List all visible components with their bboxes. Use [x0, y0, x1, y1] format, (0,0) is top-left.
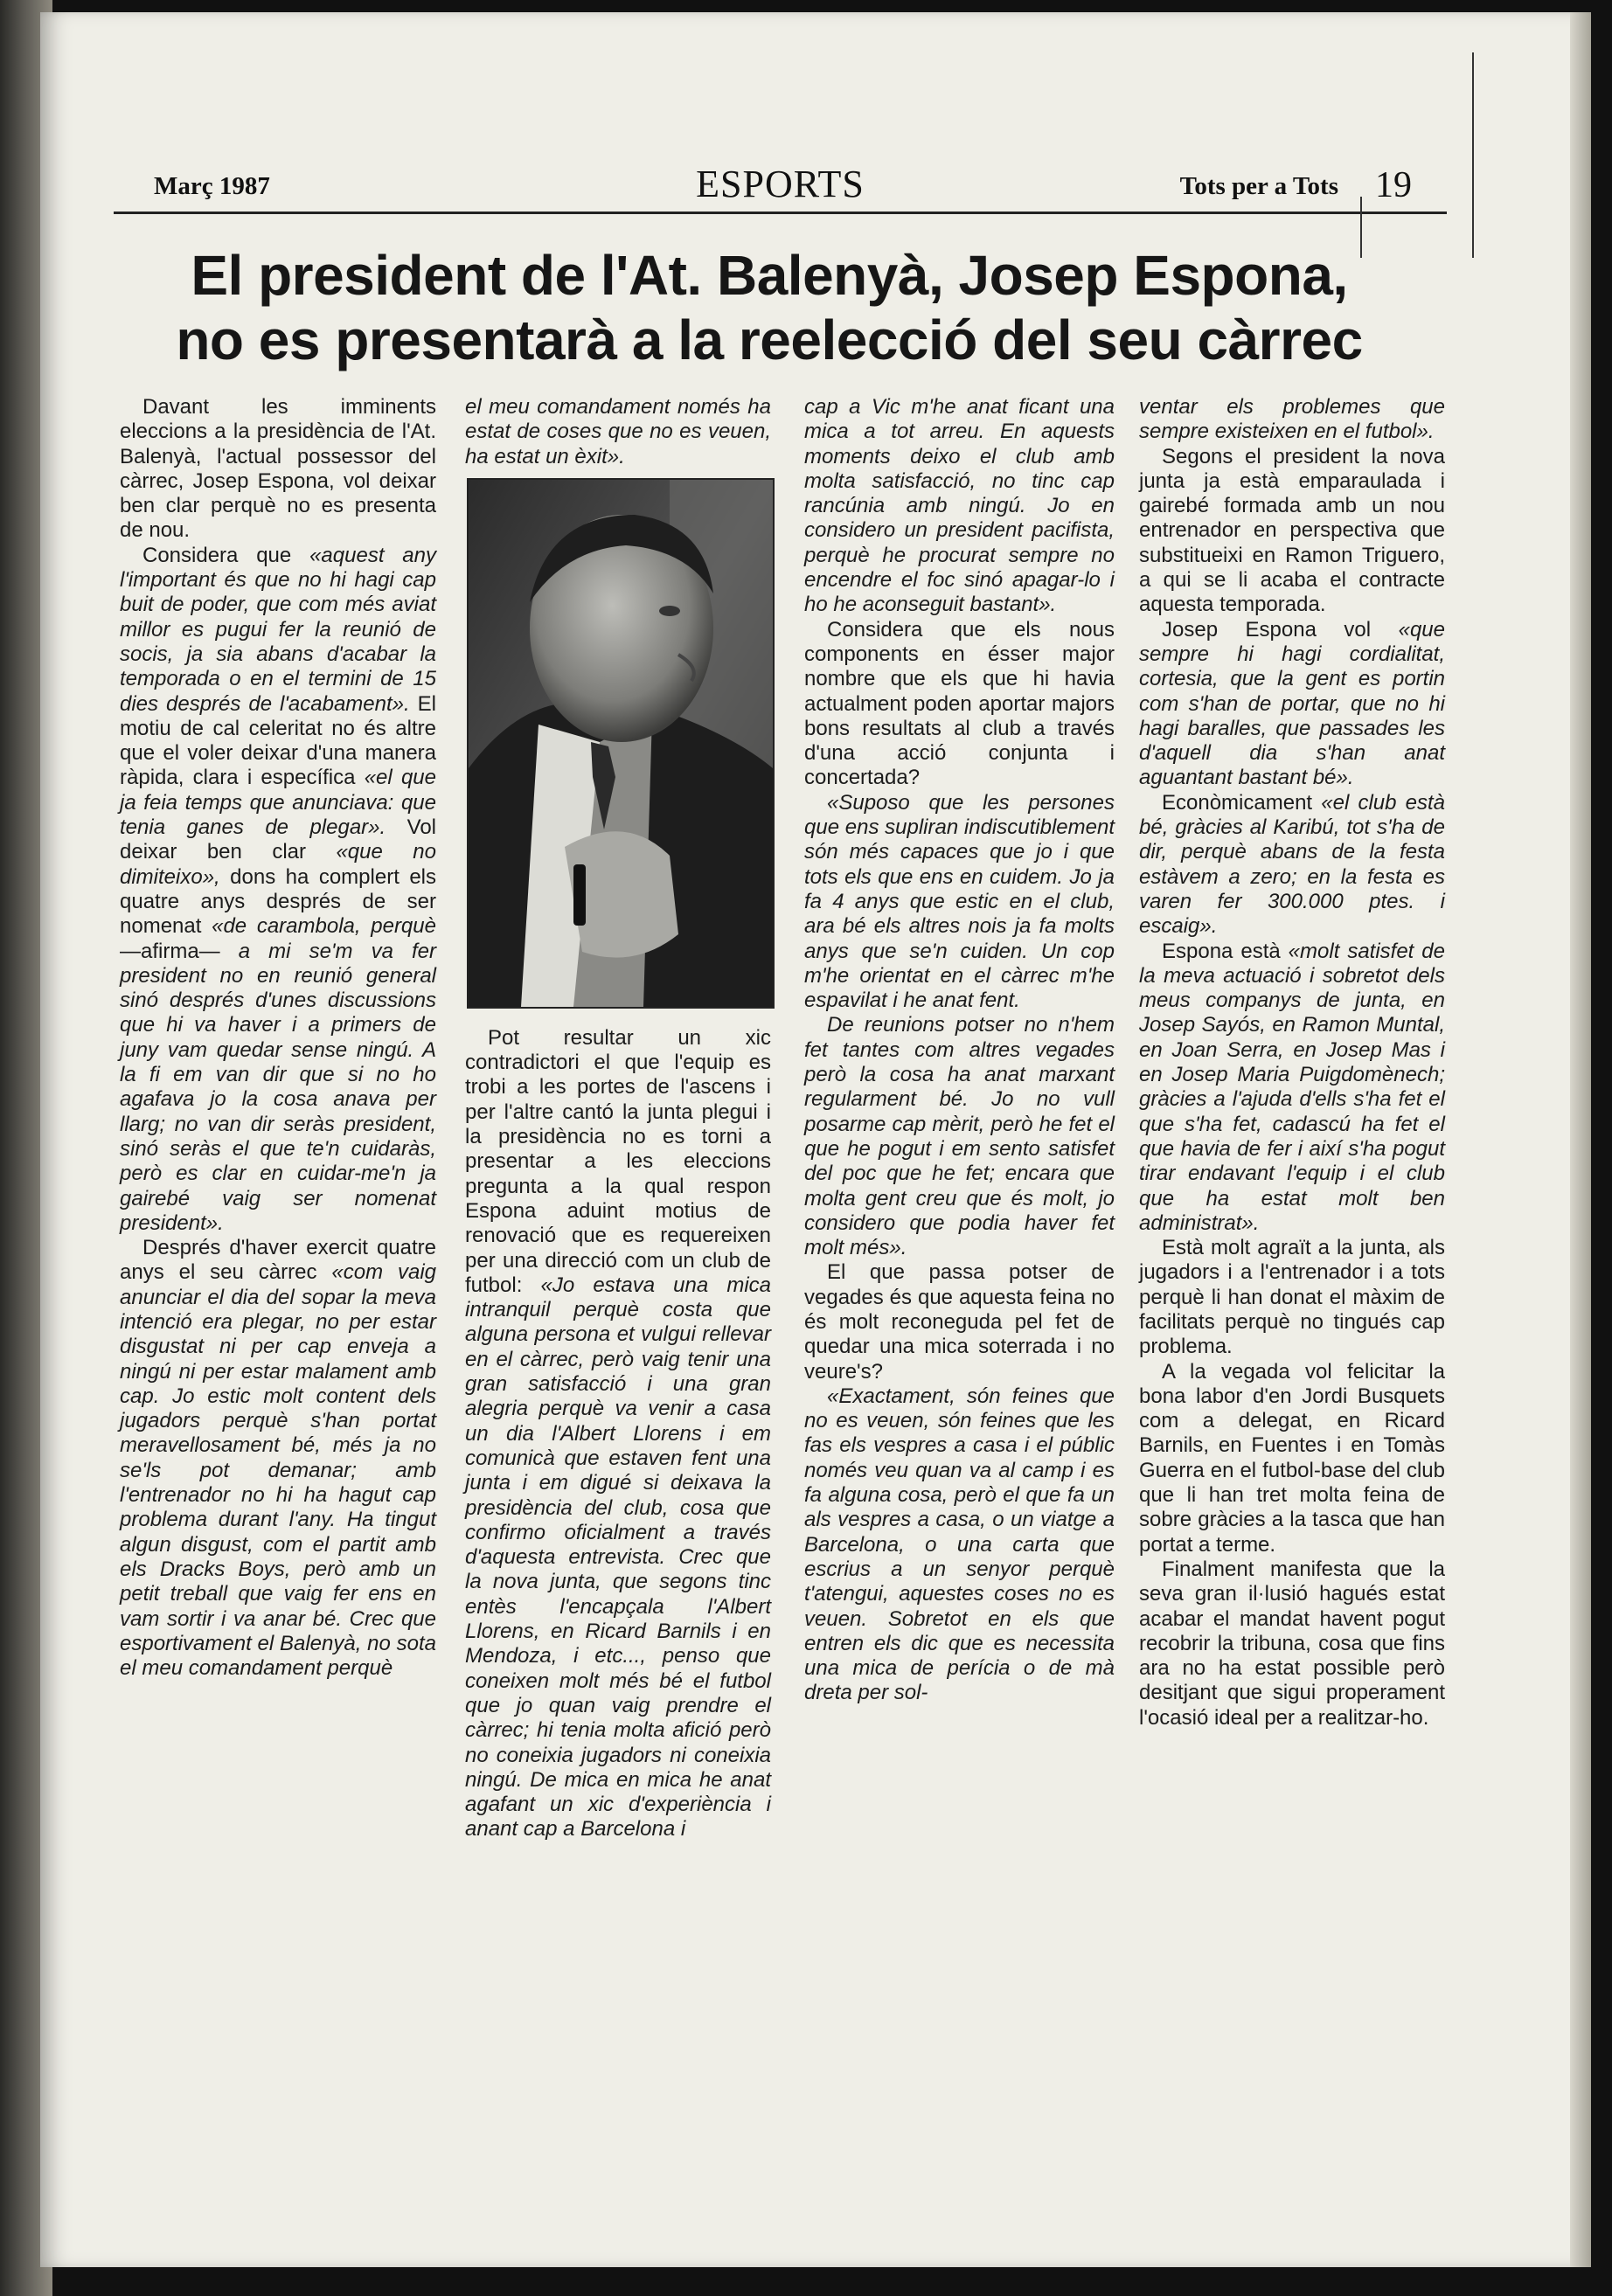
section-title: ESPORTS	[696, 163, 865, 205]
article-column-3	[804, 395, 1115, 1706]
page-number: 19	[1375, 165, 1412, 205]
paragraph: A la vegada vol felicitar la bona labor d'en Jordi Busquets com a delegat, en Ricard Barnils, en Fuentes i en Tomàs Guerra en el futbol-base del club que li han tret molta feina de sobre gràcies a la tasca que han portat a terme.	[1139, 1359, 1445, 1557]
quote: a mi se'm va fer president no en reunió general sinó després d'unes discussions que hi va haver i a primers de juny vam quedar sense ningú. A la fi em van dir que si no ho agafava jo la cosa anava per llarg; no van dir seràs president, sinó seràs el que te'n cuidaràs, però es clar en cuidar-me'n ja gairebé vaig ser nomenat president».	[120, 939, 436, 1235]
issue-date: Març 1987	[154, 172, 270, 200]
text: Després d'haver exercit quatre anys el seu càrrec	[120, 1236, 436, 1285]
paragraph	[1139, 618, 1445, 791]
paragraph: De reunions potser no n'hem fet tantes com altres vegades però la cosa ha anat marxant regularment bé. Jo no vull posarme cap mèrit, però he fet el que he pogut i em sento satisfet del poc que he fet; encara que molta gent creu que és molt, jo considero que podia haver fet molt més».	[804, 1013, 1115, 1260]
article-headline	[114, 243, 1425, 372]
quote: «el que ja feia temps que anunciava: que tenia ganes de plegar».	[120, 766, 436, 840]
quote: «aquest any l'important és que no hi hagi cap buit de poder, que com més aviat millor es pugui fer la reunió de socis, ja sia abans d'acabar la temporada o en el termini de 15 dies després de l'acabament».	[120, 543, 436, 716]
page-margin-rule	[1472, 52, 1474, 258]
text: Espona està	[1162, 939, 1289, 963]
paragraph: Considera que els nous components en ésser major nombre que els que hi havia actualment poden aportar majors bons resultats al club a través d'una acció conjunta i concertada?	[804, 617, 1115, 790]
quote: «molt satisfet de la meva actuació i sobretot dels meus companys de junta, en Josep Sayós, en Ramon Muntal, en Joan Serra, en Josep Mas i en Josep Maria Puigdomènech; gràcies a l'ajuda d'ells s'ha fet el que s'ha fet, cadascú ha fet el que havia de fer i així s'ha pogut tirar endavant l'equip i el club que ha estat molt ben administrat».	[1139, 939, 1445, 1235]
quote: «el club està bé, gràcies al Karibú, tot s'ha de dir, perquè abans de la festa estàvem a zero; en la festa es varen fer 300.000 ptes. i escaig».	[1139, 790, 1445, 939]
paragraph	[120, 1236, 436, 1681]
page-header	[114, 156, 1447, 214]
paragraph	[1139, 940, 1445, 1237]
paragraph	[465, 1026, 771, 1842]
text: dons ha complert els quatre anys després de ser nomenat	[120, 864, 436, 939]
portrait-photo	[467, 478, 775, 1009]
headline-line-1: El president de l'At. Balenyà, Josep Espona,	[191, 244, 1348, 307]
paragraph: ventar els problemes que sempre existeixen en el futbol».	[1139, 395, 1445, 444]
paragraph: Davant les imminents eleccions a la presidència de l'At. Balenyà, l'actual possessor del càrrec, Josep Espona, vol deixar ben clar perquè no es presenta de nou.	[120, 395, 436, 543]
publication-name: Tots per a Tots	[1179, 172, 1338, 200]
text: Vol deixar ben clar	[120, 815, 436, 864]
paragraph: Finalment manifesta que la seva gran il·lusió hagués estat acabar el mandat havent pogut recobrir la tribuna, cosa que fins ara no ha estat possible però desitjant que sigui properament l'ocasió ideal per a realitzar-ho.	[1139, 1557, 1445, 1730]
text: Pot resultar un xic contradictori el que l'equip es trobi a les portes de l'ascens i per l'altre cantó la junta plegui i la presidència no es torni a presentar a les eleccions pregunta a la qual respon Espona aduint motius de renovació que es requereixen per una direcció com un club de futbol:	[465, 1025, 771, 1297]
paragraph: cap a Vic m'he anat ficant una mica a tot arreu. En aquests moments deixo el club amb molta satisfacció, no tinc cap rancúnia amb ningú. Jo en considero un president pacifista, perquè he procurat sempre no encendre el foc sinó apagar-lo i ho he aconseguit bastant».	[804, 395, 1115, 617]
text: El motiu de cal celeritat no és altre que el voler deixar d'una manera ràpida, clara i específica	[120, 691, 436, 790]
quote: «de carambola, perquè	[212, 914, 436, 939]
portrait-icon	[469, 480, 773, 1007]
article-column-4	[1139, 395, 1445, 1731]
quote: «que sempre hi hagi cordialitat, cortesia, que la gent es portin com s'han de portar, que no hi hagi baralles, que passades les d'aquell dia s'han anat aguantant bastant bé».	[1139, 617, 1445, 790]
article-column-1	[120, 395, 436, 1681]
paragraph: el meu comandament només ha estat de coses que no es veuen, ha estat un èxit».	[465, 395, 771, 468]
page-edge	[1570, 12, 1591, 2267]
paragraph: «Suposo que les persones que ens supliran indiscutiblement són més capaces que jo i que tots els que ens en cuidem. Jo ja fa 4 anys que estic en el club, ara bé els altres nois ja fa molts anys que se'n cuiden. Un cop m'he orientat en el càrrec m'he espavilat i he anat fent.	[804, 790, 1115, 1013]
paragraph: El que passa potser de vegades és que aquesta feina no és molt reconeguda pel fet de quedar una mica soterrada i no veure's?	[804, 1260, 1115, 1384]
text: Josep Espona vol	[1162, 617, 1399, 642]
quote: «que no dimiteixo»,	[120, 840, 436, 889]
paragraph: «Exactament, són feines que no es veuen, són feines que les fas els vespres a casa i el públic només veu quan va al camp i es fa alguna cosa, però el que fa un als vespres a casa, o un viatge a Barcelona, o una carta que escrius a un senyor perquè t'atengui, aquestes coses no es veuen. Sobretot en els que entren els dic que es necessita una mica de perícia o de mà dreta per sol-	[804, 1384, 1115, 1705]
quote: «com vaig anunciar el dia del sopar la meva intenció era plegar, no per estar disgustat ni per cap enveja a ningú ni per estar malament amb cap. Jo estic molt content dels jugadors perquè s'han portat meravellosament bé, més ja no se'ls pot demanar; amb l'entrenador no hi ha hagut cap problema durant l'any. Ha tingut algun disgust, com el partit amb els Dracks Boys, però amb un petit treball que vaig fer ens en vam sortir i va anar bé. Crec que esportivament el Balenyà, no sota el meu comandament perquè	[120, 1260, 436, 1681]
quote: «Jo estava una mica intranquil perquè costa que alguna persona et vulgui rellevar en el càrrec, però vaig tenir una gran satisfacció i una gran alegria perquè va venir a casa un dia l'Albert Llorens i em comunicà que estaven fent una junta i em digué si deixava la presidència del club, cosa que confirmo oficialment a través d'aquesta entrevista. Crec que la nova junta, que segons tinc entès l'encapçala l'Albert Llorens, en Ricard Barnils i en Mendoza, i etc..., penso que coneixen molt més bé el futbol que jo quan vaig prendre el càrrec; hi tenia molta afició però no coneixia jugadors ni coneixia ningú. De mica en mica he anat agafant un xic d'experiència i anant cap a Barcelona i	[465, 1273, 772, 1842]
text: —afirma—	[120, 939, 239, 963]
paragraph	[120, 544, 436, 1236]
text: Econòmicament	[1162, 790, 1322, 815]
headline-line-2: no es presentarà a la reelecció del seu càrrec	[176, 309, 1363, 371]
paragraph: Segons el president la nova junta ja està emparaulada i gairebé formada amb un nou entrenador en perspectiva que substitueixi en Ramon Triguero, a qui se li acaba el contracte aquesta temporada.	[1139, 444, 1445, 617]
text: Considera que	[142, 543, 310, 567]
paragraph	[1139, 791, 1445, 940]
article-column-2	[465, 395, 771, 1842]
paragraph: Està molt agraït a la junta, als jugadors i a l'entrenador i a tots perquè li han donat el màxim de facilitats perquè no tingués cap problema.	[1139, 1236, 1445, 1359]
